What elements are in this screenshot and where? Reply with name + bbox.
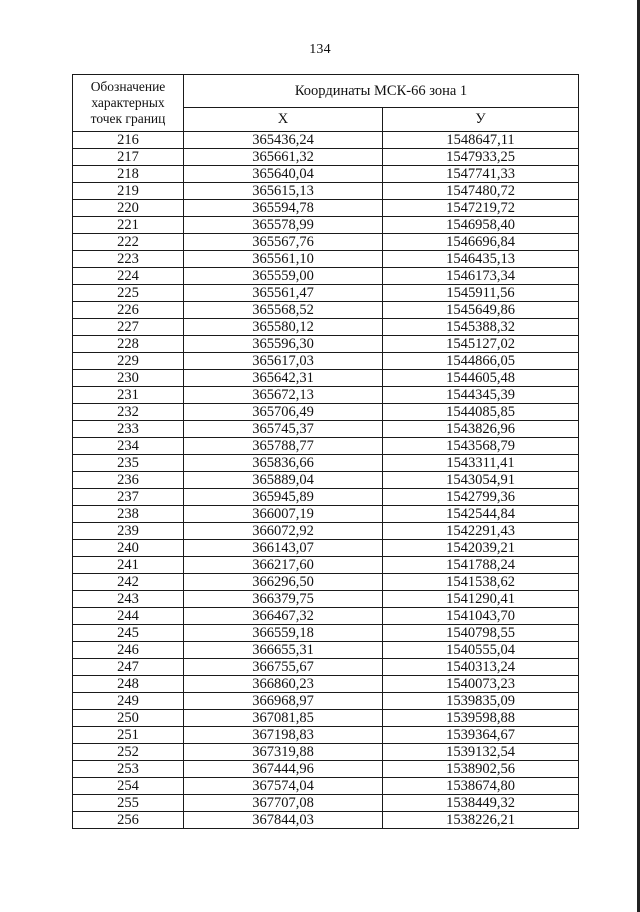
x-coordinate-cell: 366072,92 [184,523,383,540]
point-id-cell: 248 [73,676,184,693]
table-row [73,268,579,285]
table-row [73,217,579,234]
table-body [73,132,579,829]
y-coordinate-cell: 1547480,72 [383,183,579,200]
table-row [73,200,579,217]
x-coordinate-cell: 367319,88 [184,744,383,761]
point-id-cell: 216 [73,132,184,149]
point-id-cell: 237 [73,489,184,506]
point-id-cell: 238 [73,506,184,523]
x-coordinate-cell: 366217,60 [184,557,383,574]
table-row [73,506,579,523]
y-column-header: У [383,107,579,131]
table-row [73,251,579,268]
point-id-cell: 234 [73,438,184,455]
y-coordinate-cell: 1538674,80 [383,778,579,795]
point-id-cell: 228 [73,336,184,353]
table-row [73,387,579,404]
table-row [73,166,579,183]
point-id-cell: 223 [73,251,184,268]
y-coordinate-cell: 1546435,13 [383,251,579,268]
y-coordinate-cell: 1540313,24 [383,659,579,676]
x-coordinate-cell: 365568,52 [184,302,383,319]
point-id-cell: 230 [73,370,184,387]
point-id-cell: 252 [73,744,184,761]
x-coordinate-cell: 365672,13 [184,387,383,404]
y-coordinate-cell: 1547933,25 [383,149,579,166]
table-row [73,404,579,421]
y-coordinate-cell: 1545911,56 [383,285,579,302]
point-id-cell: 249 [73,693,184,710]
x-coordinate-cell: 365706,49 [184,404,383,421]
x-coordinate-cell: 367574,04 [184,778,383,795]
y-coordinate-cell: 1544866,05 [383,353,579,370]
point-id-cell: 239 [73,523,184,540]
point-id-cell: 251 [73,727,184,744]
point-id-cell: 232 [73,404,184,421]
x-coordinate-cell: 365661,32 [184,149,383,166]
point-id-cell: 255 [73,795,184,812]
x-coordinate-cell: 365561,47 [184,285,383,302]
point-id-cell: 221 [73,217,184,234]
y-coordinate-cell: 1543311,41 [383,455,579,472]
y-coordinate-cell: 1547741,33 [383,166,579,183]
table-row [73,302,579,319]
table-row [73,676,579,693]
table-row [73,574,579,591]
x-coordinate-cell: 365836,66 [184,455,383,472]
x-coordinate-cell: 366143,07 [184,540,383,557]
y-coordinate-cell: 1544605,48 [383,370,579,387]
x-coordinate-cell: 365640,04 [184,166,383,183]
table-row [73,659,579,676]
y-coordinate-cell: 1546696,84 [383,234,579,251]
table-row [73,693,579,710]
y-coordinate-cell: 1545388,32 [383,319,579,336]
table-row [73,761,579,778]
y-coordinate-cell: 1546173,34 [383,268,579,285]
x-coordinate-cell: 366655,31 [184,642,383,659]
x-coordinate-cell: 365745,37 [184,421,383,438]
x-coordinate-cell: 366968,97 [184,693,383,710]
x-coordinate-cell: 365889,04 [184,472,383,489]
x-coordinate-cell: 365615,13 [184,183,383,200]
table-row [73,132,579,149]
x-coordinate-cell: 365617,03 [184,353,383,370]
x-column-header: X [184,107,383,131]
point-id-cell: 241 [73,557,184,574]
x-coordinate-cell: 367844,03 [184,812,383,829]
y-coordinate-cell: 1540555,04 [383,642,579,659]
page-number: 134 [309,42,331,57]
point-id-cell: 233 [73,421,184,438]
table-row [73,421,579,438]
point-id-cell: 235 [73,455,184,472]
point-id-cell: 244 [73,608,184,625]
table-row [73,591,579,608]
y-coordinate-cell: 1548647,11 [383,132,579,149]
y-coordinate-cell: 1546958,40 [383,217,579,234]
y-coordinate-cell: 1539364,67 [383,727,579,744]
y-coordinate-cell: 1538226,21 [383,812,579,829]
table-row [73,727,579,744]
y-coordinate-cell: 1538449,32 [383,795,579,812]
point-id-cell: 243 [73,591,184,608]
y-coordinate-cell: 1543054,91 [383,472,579,489]
x-coordinate-cell: 366379,75 [184,591,383,608]
table-row [73,370,579,387]
point-column-header [73,75,184,132]
y-coordinate-cell: 1547219,72 [383,200,579,217]
point-id-cell: 224 [73,268,184,285]
x-coordinate-cell: 366860,23 [184,676,383,693]
table-row [73,540,579,557]
y-coordinate-cell: 1544345,39 [383,387,579,404]
x-coordinate-cell: 366007,19 [184,506,383,523]
table-row [73,183,579,200]
x-coordinate-cell: 365567,76 [184,234,383,251]
table-row [73,336,579,353]
coordinates-table [72,74,579,829]
y-coordinate-cell: 1541538,62 [383,574,579,591]
y-coordinate-cell: 1542544,84 [383,506,579,523]
point-id-cell: 236 [73,472,184,489]
point-id-cell: 242 [73,574,184,591]
point-id-cell: 217 [73,149,184,166]
table-row [73,795,579,812]
x-coordinate-cell: 366755,67 [184,659,383,676]
point-id-cell: 218 [73,166,184,183]
table-row [73,149,579,166]
table-row [73,744,579,761]
table-row [73,557,579,574]
table-row [73,710,579,727]
x-coordinate-cell: 365788,77 [184,438,383,455]
table-row [73,353,579,370]
coordinates-group-header: Координаты МСК-66 зона 1 [184,75,579,108]
x-coordinate-cell: 365594,78 [184,200,383,217]
point-id-cell: 247 [73,659,184,676]
point-id-cell: 254 [73,778,184,795]
point-id-cell: 250 [73,710,184,727]
x-coordinate-cell: 365945,89 [184,489,383,506]
y-coordinate-cell: 1545127,02 [383,336,579,353]
y-coordinate-cell: 1540073,23 [383,676,579,693]
x-coordinate-cell: 365559,00 [184,268,383,285]
table-row [73,455,579,472]
table-row [73,812,579,829]
point-id-cell: 240 [73,540,184,557]
point-header-line: точек границ [90,111,166,126]
point-id-cell: 227 [73,319,184,336]
point-id-cell: 246 [73,642,184,659]
x-coordinate-cell: 367198,83 [184,727,383,744]
point-header-line: Обозначение [90,79,166,94]
point-id-cell: 222 [73,234,184,251]
point-id-cell: 245 [73,625,184,642]
point-id-cell: 231 [73,387,184,404]
x-coordinate-cell: 367707,08 [184,795,383,812]
x-coordinate-cell: 365561,10 [184,251,383,268]
table-row [73,472,579,489]
point-id-cell: 220 [73,200,184,217]
x-coordinate-cell: 367081,85 [184,710,383,727]
point-header-line: характерных [91,95,165,110]
table-row [73,778,579,795]
point-id-cell: 256 [73,812,184,829]
x-coordinate-cell: 366296,50 [184,574,383,591]
y-coordinate-cell: 1538902,56 [383,761,579,778]
point-id-cell: 253 [73,761,184,778]
table-row [73,438,579,455]
table-row [73,319,579,336]
x-coordinate-cell: 366559,18 [184,625,383,642]
y-coordinate-cell: 1542291,43 [383,523,579,540]
y-coordinate-cell: 1541043,70 [383,608,579,625]
y-coordinate-cell: 1543568,79 [383,438,579,455]
y-coordinate-cell: 1545649,86 [383,302,579,319]
y-coordinate-cell: 1544085,85 [383,404,579,421]
x-coordinate-cell: 365596,30 [184,336,383,353]
point-id-cell: 229 [73,353,184,370]
table-row [73,523,579,540]
x-coordinate-cell: 367444,96 [184,761,383,778]
y-coordinate-cell: 1539598,88 [383,710,579,727]
table-row [73,642,579,659]
x-coordinate-cell: 365580,12 [184,319,383,336]
x-coordinate-cell: 365642,31 [184,370,383,387]
x-coordinate-cell: 365436,24 [184,132,383,149]
y-coordinate-cell: 1542799,36 [383,489,579,506]
point-id-cell: 219 [73,183,184,200]
table-row [73,625,579,642]
table-row [73,285,579,302]
x-coordinate-cell: 366467,32 [184,608,383,625]
y-coordinate-cell: 1543826,96 [383,421,579,438]
table-row [73,489,579,506]
y-coordinate-cell: 1542039,21 [383,540,579,557]
y-coordinate-cell: 1539835,09 [383,693,579,710]
y-coordinate-cell: 1541290,41 [383,591,579,608]
y-coordinate-cell: 1541788,24 [383,557,579,574]
table-row [73,608,579,625]
table-row [73,234,579,251]
y-coordinate-cell: 1540798,55 [383,625,579,642]
x-coordinate-cell: 365578,99 [184,217,383,234]
point-id-cell: 225 [73,285,184,302]
point-id-cell: 226 [73,302,184,319]
y-coordinate-cell: 1539132,54 [383,744,579,761]
